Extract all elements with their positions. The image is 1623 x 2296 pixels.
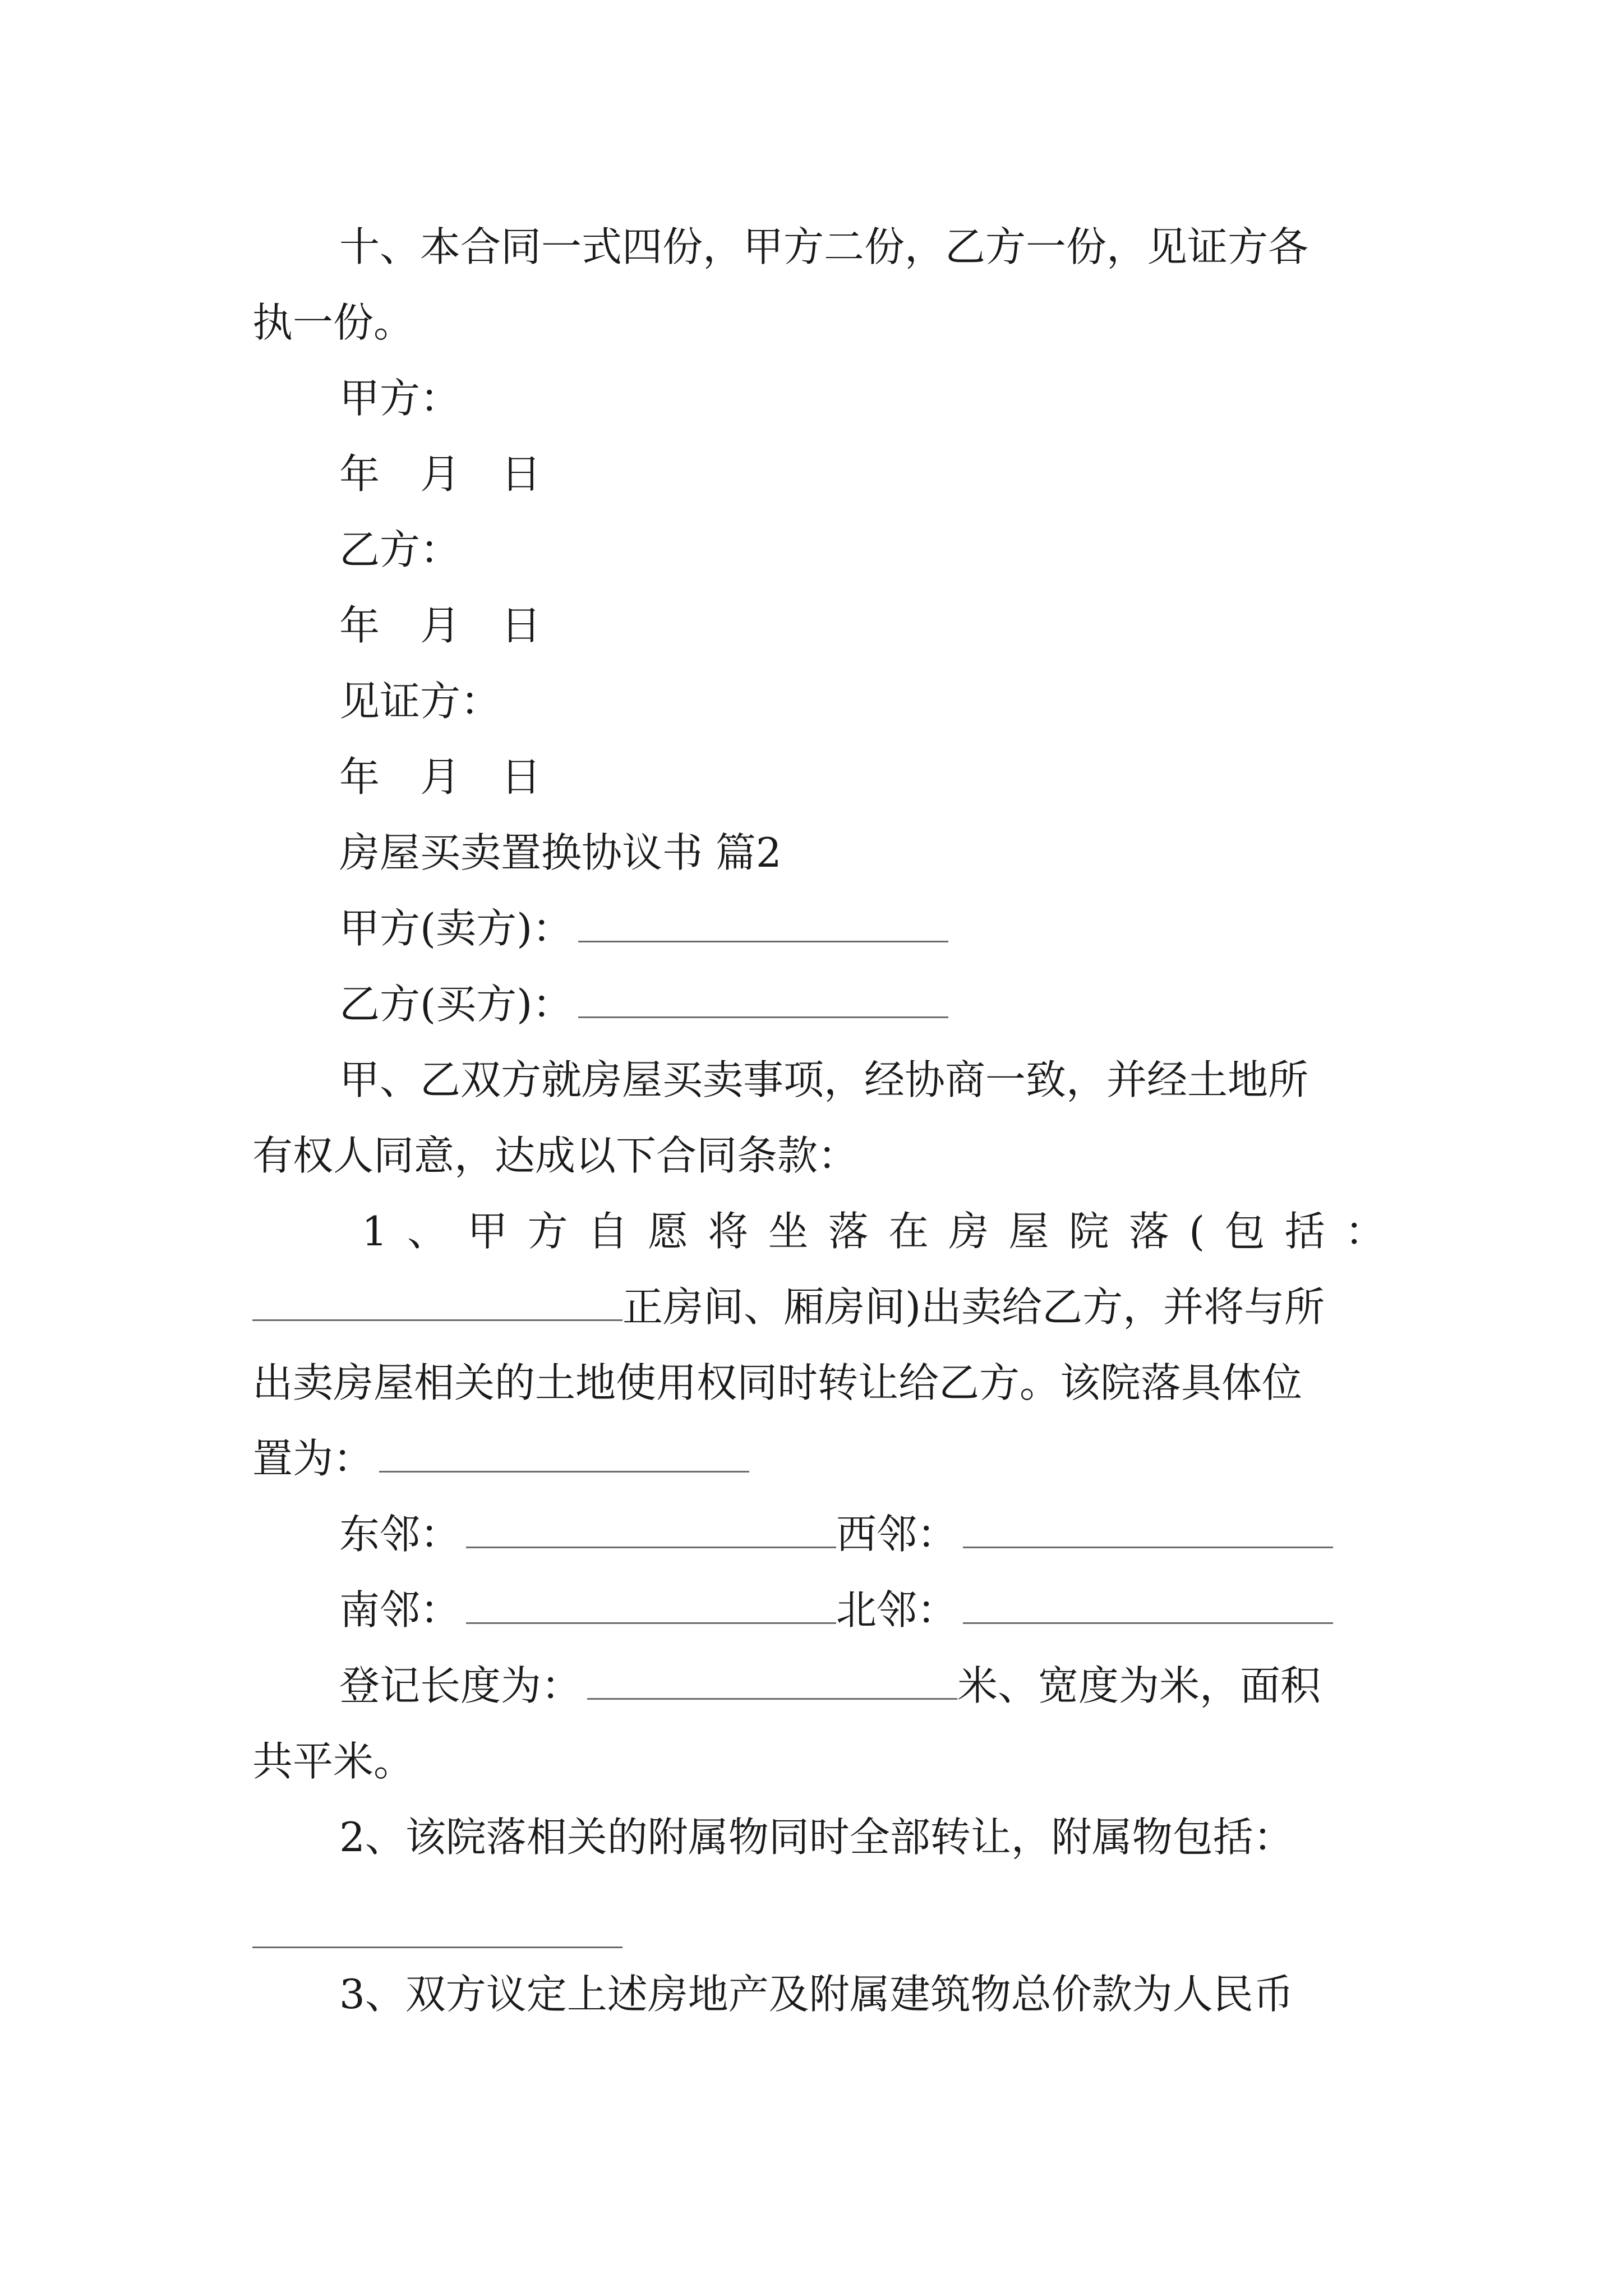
party-a-date: 年 月 日 bbox=[339, 450, 542, 498]
length-blank bbox=[587, 1658, 957, 1700]
buyer-label: 乙方(买方)： bbox=[339, 981, 573, 1028]
intro-line-1: 甲、乙双方就房屋买卖事项，经协商一致，并经土地所 bbox=[339, 1056, 1309, 1103]
length-label: 登记长度为： bbox=[339, 1662, 582, 1709]
buyer-line bbox=[339, 976, 948, 1032]
item-1-line-3: 出卖房屋相关的土地使用权同时转让给乙方。该院落具体位 bbox=[252, 1359, 1303, 1406]
area-line: 共平米。 bbox=[252, 1738, 414, 1785]
west-blank bbox=[963, 1506, 1333, 1548]
north-blank bbox=[963, 1582, 1333, 1624]
buyer-blank bbox=[578, 976, 948, 1018]
seller-label: 甲方(卖方)： bbox=[339, 905, 573, 952]
intro-line-2: 有权人同意，达成以下合同条款： bbox=[252, 1132, 859, 1179]
north-label: 北邻： bbox=[836, 1586, 958, 1634]
west-label: 西邻： bbox=[836, 1511, 958, 1558]
location-blank bbox=[379, 1430, 749, 1473]
south-label: 南邻： bbox=[339, 1586, 461, 1634]
location-line bbox=[252, 1430, 749, 1487]
south-north-line bbox=[339, 1582, 1333, 1638]
length-tail: 米、宽度为米，面积 bbox=[957, 1662, 1321, 1709]
section-title: 房屋买卖置换协议书 篇2 bbox=[339, 829, 782, 876]
length-line bbox=[339, 1658, 1321, 1714]
clause-10-line-1: 十、本合同一式四份，甲方二份，乙方一份，见证方各 bbox=[339, 223, 1309, 270]
item-1-line-4: 置为： bbox=[252, 1435, 374, 1482]
seller-line bbox=[339, 900, 948, 956]
south-blank bbox=[466, 1582, 836, 1624]
item-1-line-2-row bbox=[252, 1279, 1325, 1335]
clause-10-line-2: 执一份。 bbox=[252, 299, 414, 346]
item-3-line: 3、双方议定上述房地产及附属建筑物总价款为人民币 bbox=[339, 1971, 1294, 2018]
item-1-line-2: 正房间、厢房间)出卖给乙方，并将与所 bbox=[623, 1283, 1325, 1331]
east-label: 东邻： bbox=[339, 1511, 461, 1558]
item-1-blank bbox=[252, 1279, 623, 1321]
party-b-label: 乙方： bbox=[339, 526, 461, 573]
seller-blank bbox=[578, 900, 948, 942]
item-2-line: 2、该院落相关的附属物同时全部转让，附属物包括： bbox=[339, 1814, 1294, 1861]
item-1-line-1: 1、甲方自愿将坐落在房屋院落(包括： bbox=[362, 1208, 1385, 1255]
witness-date: 年 月 日 bbox=[339, 753, 542, 800]
party-a-label: 甲方： bbox=[339, 375, 461, 422]
witness-label: 见证方： bbox=[339, 678, 501, 725]
east-blank bbox=[466, 1506, 836, 1548]
east-west-line bbox=[339, 1506, 1333, 1562]
party-b-date: 年 月 日 bbox=[339, 602, 542, 649]
item-2-blank bbox=[252, 1947, 623, 1948]
